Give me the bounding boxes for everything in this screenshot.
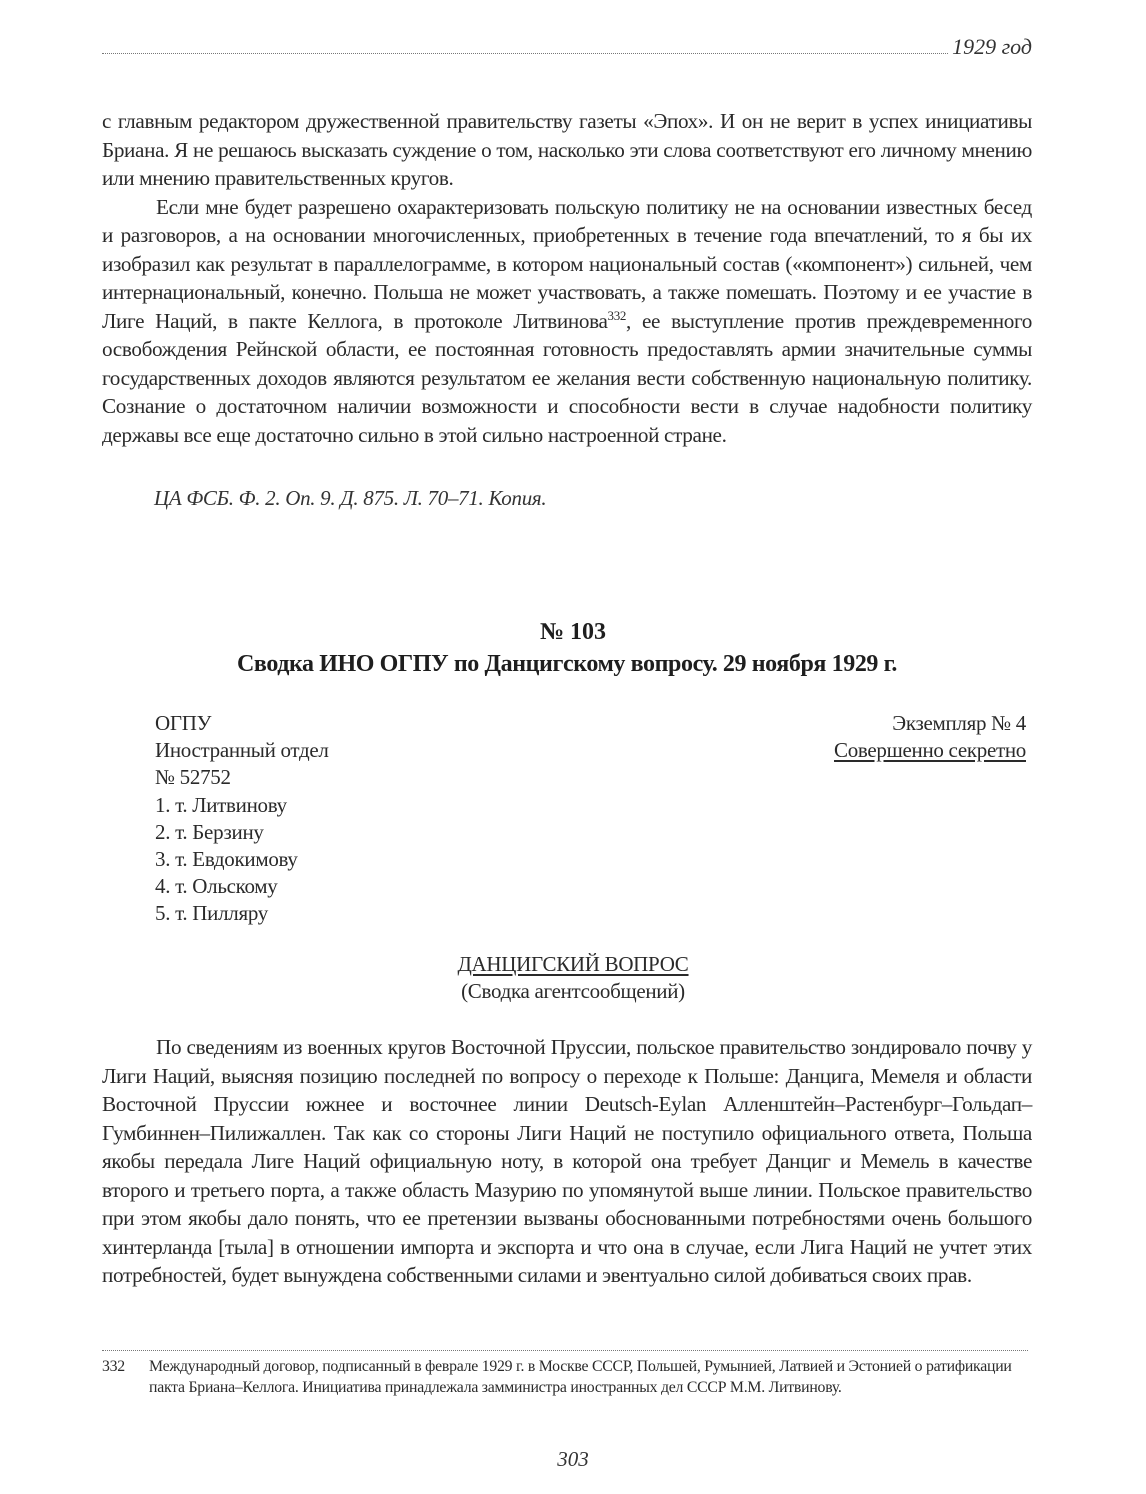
organization: ОГПУ — [155, 711, 212, 735]
paragraph: По сведениям из военных кругов Восточной Пруссии, польское правительство зондировало почву у Лиги Наций, выясняя позицию последней по вопросу о переходе к Польше: Данцига, Мемеля и области Восточной Пруссии южнее и восточнее линии Deutsch-Eylan Алленштейн–Растенбург–Гольдап–Гумбиннен–Пилижаллен. Так как со стороны Лиги Наций не поступило официального ответа, Польша якобы передала Лиге Наций официальную ноту, в которой она требует Данциг и Мемель в качестве второго и третьего порта, а также область Мазурию по упомянутой выше линии. Польское правительство при этом якобы дало понять, что ее претензии вызваны обоснованными потребностями очень большого хинтерланда [тыла] в отношении импорта и экспорта и что она в случае, если Лига Наций не учтет этих потребностей, будет вынуждена собственными силами и эвентуально силой добиваться своих прав. — [102, 1035, 1032, 1287]
document-header-left — [155, 710, 329, 928]
running-head — [102, 34, 1032, 60]
section-title: ДАНЦИГСКИЙ ВОПРОС — [457, 952, 689, 976]
copy-number: Экземпляр № 4 — [892, 711, 1026, 735]
recipient: 2. т. Берзину — [155, 819, 264, 844]
running-head-dotted-rule — [102, 53, 948, 54]
running-head-year: 1929 год — [952, 34, 1032, 59]
classification-stamp: Совершенно секретно — [834, 738, 1026, 763]
document-body — [102, 1033, 1032, 1290]
paragraph: с главным редактором дружественной правительству газеты «Эпох». И он не верит в успех инициативы Бриана. Я не решаюсь высказать суждение о том, насколько эти слова соответствуют его личному мнению или мнению правительственных кругов. — [102, 109, 1032, 190]
paragraph-text: Если мне будет разрешено охарактеризовать польскую политику не на основании известных бесед и разговоров, а на основании многочисленных, приобретенных в течение года впечатлений, то я бы их изобразил как результат в параллелограмме, в котором национальный состав («компонент») сильней, чем интернациональный, конечно. Польша не может участвовать, а также помешать. Поэтому и ее участие в Лиге Наций, в пакте Келлога, в протоколе Литвинова — [102, 194, 1032, 333]
department: Иностранный отдел — [155, 738, 329, 763]
footnote-divider — [102, 1350, 1028, 1351]
footnote-number: 332 — [102, 1358, 125, 1375]
paragraph — [102, 193, 1032, 450]
recipient: 1. т. Литвинову — [155, 792, 287, 817]
continued-text — [102, 107, 1032, 449]
paragraph-text: , ее выступление против преждевременного освобождения Рейнской области, ее постоянная готовность предоставлять армии значительные суммы государственных доходов являются результатом ее желания вести собственную национальную политику. Сознание о достаточном наличии возможности и способности вести в случае надобности политику державы все еще достаточно сильно в этой сильно настроенной стране. — [102, 308, 1032, 447]
document-header-right — [834, 710, 1026, 764]
footnote — [102, 1356, 1032, 1398]
archive-reference: ЦА ФСБ. Ф. 2. Оп. 9. Д. 875. Л. 70–71. Копия. — [154, 486, 547, 510]
recipient: 4. т. Ольскому — [155, 874, 278, 899]
registration-number: № 52752 — [155, 765, 231, 790]
footnote-text: Международный договор, подписанный в феврале 1929 г. в Москве СССР, Польшей, Румынией, Латвией и Эстонией о ратификации пакта Бриана–Келлога. Инициатива принадлежала замминистра иностранных дел СССР М.М. Литвинову. — [149, 1358, 1012, 1396]
document-number: № 103 — [539, 619, 607, 645]
footnote-reference[interactable]: 332 — [607, 307, 626, 323]
recipient: 5. т. Пилляру — [155, 901, 268, 926]
section-subtitle: (Сводка агентсообщений) — [461, 979, 685, 1003]
page-number: 303 — [557, 1447, 589, 1471]
recipient: 3. т. Евдокимову — [155, 847, 298, 872]
document-title: Сводка ИНО ОГПУ по Данцигскому вопросу. 29 ноября 1929 г. — [236, 651, 898, 677]
